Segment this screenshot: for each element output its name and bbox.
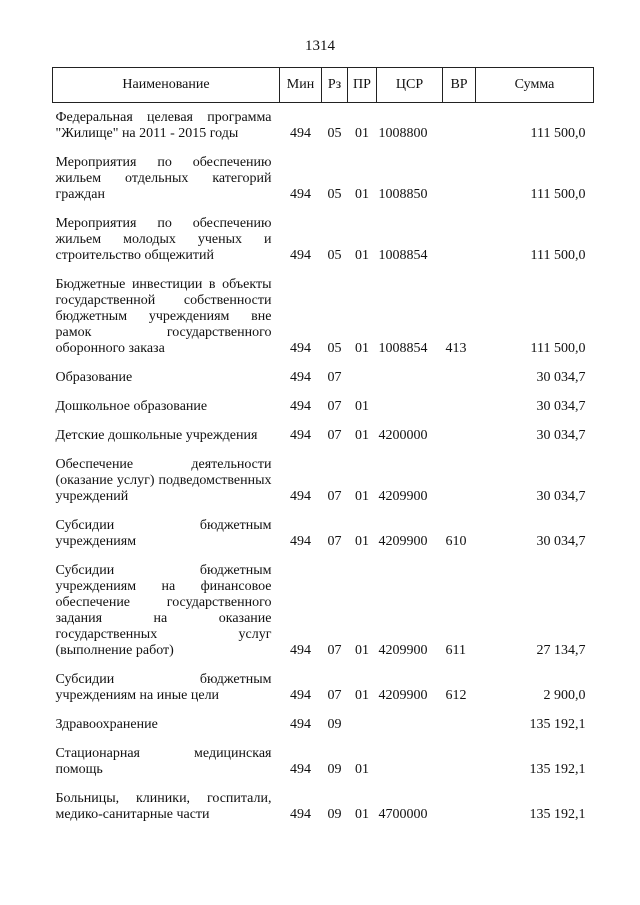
cell-vr bbox=[443, 450, 476, 511]
cell-pr: 01 bbox=[355, 643, 369, 658]
cell-pr: 01 bbox=[355, 126, 369, 141]
cell-vr bbox=[443, 392, 476, 421]
cell-rz: 07 bbox=[327, 489, 342, 504]
cell-csr: 1008800 bbox=[378, 126, 428, 141]
cell-csr bbox=[377, 710, 443, 739]
table-row bbox=[53, 209, 594, 270]
cell-rz: 09 bbox=[327, 807, 342, 822]
cell-rz: 07 bbox=[327, 399, 342, 414]
table-body bbox=[53, 103, 594, 830]
table-row bbox=[53, 556, 594, 665]
cell-min: 494 bbox=[290, 399, 311, 414]
cell-vr bbox=[443, 209, 476, 270]
cell-sum: 30 034,7 bbox=[536, 399, 586, 414]
cell-min: 494 bbox=[290, 370, 311, 385]
table-row bbox=[53, 363, 594, 392]
cell-sum: 135 192,1 bbox=[529, 807, 586, 822]
cell-vr: 612 bbox=[445, 688, 467, 703]
cell-name: Стационарная медицинская помощь bbox=[55, 746, 272, 777]
cell-sum: 111 500,0 bbox=[530, 341, 586, 356]
table-row bbox=[53, 421, 594, 450]
cell-csr: 1008854 bbox=[378, 248, 428, 263]
cell-name: Обеспечение деятельности (оказание услуг) подведомственных учреждений bbox=[55, 457, 272, 504]
cell-min: 494 bbox=[290, 807, 311, 822]
cell-rz: 07 bbox=[327, 688, 342, 703]
cell-vr bbox=[443, 710, 476, 739]
cell-vr: 611 bbox=[445, 643, 466, 658]
cell-sum: 27 134,7 bbox=[536, 643, 586, 658]
cell-vr bbox=[443, 739, 476, 784]
cell-vr bbox=[443, 421, 476, 450]
cell-csr: 1008854 bbox=[378, 341, 428, 356]
table-row bbox=[53, 392, 594, 421]
cell-sum: 30 034,7 bbox=[536, 428, 586, 443]
header-sum: Сумма bbox=[476, 68, 594, 103]
cell-pr: 01 bbox=[355, 428, 369, 443]
header-rz: Рз bbox=[322, 68, 348, 103]
header-name: Наименование bbox=[53, 68, 280, 103]
table-row bbox=[53, 450, 594, 511]
cell-sum: 111 500,0 bbox=[530, 248, 586, 263]
table-row bbox=[53, 103, 594, 149]
cell-rz: 07 bbox=[327, 370, 342, 385]
cell-name: Бюджетные инвестиции в объекты государственной собственности бюджетным учреждениям вне рамок государственного оборонного заказа bbox=[55, 277, 272, 356]
cell-sum: 111 500,0 bbox=[530, 187, 586, 202]
cell-min: 494 bbox=[290, 489, 311, 504]
cell-csr: 4700000 bbox=[378, 807, 428, 822]
cell-min: 494 bbox=[290, 126, 311, 141]
cell-name: Субсидии бюджетным учреждениям на иные цели bbox=[55, 672, 272, 703]
cell-sum: 30 034,7 bbox=[536, 370, 586, 385]
cell-min: 494 bbox=[290, 717, 311, 732]
cell-sum: 2 900,0 bbox=[543, 688, 586, 703]
cell-name: Федеральная целевая программа "Жилище" на 2011 - 2015 годы bbox=[55, 110, 272, 141]
cell-name: Субсидии бюджетным учреждениям bbox=[55, 518, 272, 549]
cell-name: Субсидии бюджетным учреждениям на финансовое обеспечение государственного задания на оказание государственных услуг (выполнение работ) bbox=[55, 563, 272, 658]
cell-vr bbox=[443, 784, 476, 829]
cell-sum: 135 192,1 bbox=[529, 762, 586, 777]
table-row bbox=[53, 665, 594, 710]
cell-pr: 01 bbox=[355, 489, 369, 504]
cell-pr bbox=[348, 363, 377, 392]
cell-min: 494 bbox=[290, 762, 311, 777]
cell-csr: 4209900 bbox=[378, 534, 428, 549]
cell-rz: 09 bbox=[327, 762, 342, 777]
cell-name: Детские дошкольные учреждения bbox=[55, 428, 258, 443]
cell-min: 494 bbox=[290, 187, 311, 202]
budget-table bbox=[52, 67, 594, 829]
cell-csr bbox=[377, 363, 443, 392]
cell-sum: 111 500,0 bbox=[530, 126, 586, 141]
header-vr: ВР bbox=[443, 68, 476, 103]
header-min: Мин bbox=[280, 68, 322, 103]
cell-name: Больницы, клиники, госпитали, медико-санитарные части bbox=[55, 791, 272, 822]
cell-csr: 4209900 bbox=[378, 688, 428, 703]
cell-rz: 07 bbox=[327, 643, 342, 658]
table-row bbox=[53, 148, 594, 209]
cell-min: 494 bbox=[290, 643, 311, 658]
cell-name: Мероприятия по обеспечению жильем молодых ученых и строительство общежитий bbox=[55, 216, 272, 263]
table-row bbox=[53, 739, 594, 784]
cell-vr bbox=[443, 363, 476, 392]
cell-csr: 1008850 bbox=[378, 187, 428, 202]
cell-min: 494 bbox=[290, 341, 311, 356]
cell-csr: 4209900 bbox=[378, 489, 428, 504]
cell-min: 494 bbox=[290, 248, 311, 263]
cell-min: 494 bbox=[290, 534, 311, 549]
cell-rz: 07 bbox=[327, 534, 342, 549]
cell-name: Дошкольное образование bbox=[55, 399, 208, 414]
cell-pr: 01 bbox=[355, 187, 369, 202]
cell-csr: 4200000 bbox=[378, 428, 428, 443]
table-header bbox=[53, 68, 594, 103]
cell-rz: 05 bbox=[327, 126, 342, 141]
cell-pr: 01 bbox=[355, 807, 369, 822]
cell-name: Здравоохранение bbox=[55, 717, 158, 732]
cell-name: Мероприятия по обеспечению жильем отдельных категорий граждан bbox=[55, 155, 272, 202]
cell-min: 494 bbox=[290, 428, 311, 443]
cell-vr bbox=[443, 148, 476, 209]
cell-rz: 05 bbox=[327, 187, 342, 202]
cell-vr: 610 bbox=[445, 534, 467, 549]
cell-name: Образование bbox=[55, 370, 133, 385]
cell-rz: 05 bbox=[327, 248, 342, 263]
cell-sum: 30 034,7 bbox=[536, 534, 586, 549]
cell-pr: 01 bbox=[355, 762, 369, 777]
cell-pr: 01 bbox=[355, 534, 369, 549]
cell-sum: 135 192,1 bbox=[529, 717, 586, 732]
table-row bbox=[53, 270, 594, 363]
cell-vr: 413 bbox=[445, 341, 467, 356]
cell-csr bbox=[377, 739, 443, 784]
cell-pr: 01 bbox=[355, 399, 369, 414]
header-csr: ЦСР bbox=[377, 68, 443, 103]
table-row bbox=[53, 511, 594, 556]
cell-csr: 4209900 bbox=[378, 643, 428, 658]
cell-min: 494 bbox=[290, 688, 311, 703]
header-pr: ПР bbox=[348, 68, 377, 103]
table-row bbox=[53, 784, 594, 829]
cell-rz: 09 bbox=[327, 717, 342, 732]
cell-rz: 05 bbox=[327, 341, 342, 356]
page-number: 1314 bbox=[305, 38, 335, 54]
cell-pr: 01 bbox=[355, 248, 369, 263]
cell-pr: 01 bbox=[355, 688, 369, 703]
cell-pr: 01 bbox=[355, 341, 369, 356]
table-row bbox=[53, 710, 594, 739]
cell-vr bbox=[443, 103, 476, 149]
cell-csr bbox=[377, 392, 443, 421]
cell-sum: 30 034,7 bbox=[536, 489, 586, 504]
cell-rz: 07 bbox=[327, 428, 342, 443]
cell-pr bbox=[348, 710, 377, 739]
